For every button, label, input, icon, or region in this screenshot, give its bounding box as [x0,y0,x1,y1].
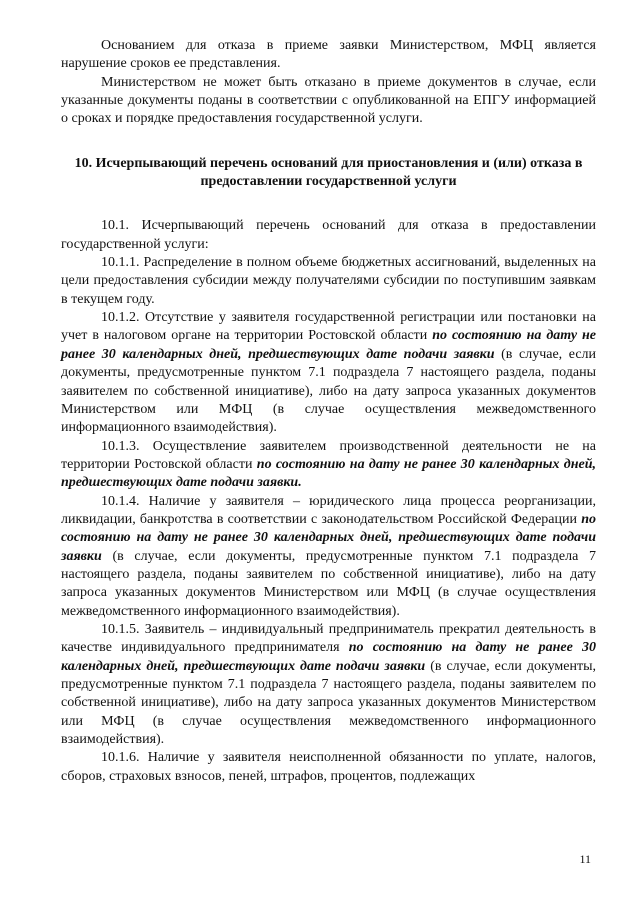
item-text: 10.1.5. Заявитель – индивидуальный предприниматель прекратил деятельность в качестве индивидуального предпринимателя [61,621,596,656]
item-10-1-4 [61,493,596,621]
item-text: (в случае, если документы, предусмотренные пунктом 7.1 подраздела 7 настоящего раздела, поданы заявителем по собственной инициативе), либо на дату запроса указанных документов Министерством или МФЦ (в случае осуществления межведомственного информационного взаимодействия). [61,658,596,748]
item-text: (в случае, если документы, предусмотренные пунктом 7.1 подраздела 7 настоящего раздела, поданы заявителем по собственной инициативе), либо на дату запроса указанных документов Министерством или МФЦ (в случае осуществления межведомственного информационного взаимодействия). [61,548,596,619]
item-10-1-2 [61,309,596,437]
item-text: 10.1.4. Наличие у заявителя – юридического лица процесса реорганизации, ликвидации, банкротства в соответствии с законодательством Российской Федерации [61,493,596,527]
page-number: 11 [579,852,591,866]
item-10-1-1: 10.1.1. Распределение в полном объеме бюджетных ассигнований, выделенных на цели предоставления субсидии между получателями субсидии по поступившим заявкам в текущем году. [61,255,596,307]
emphasis-text: по состоянию на дату не ранее 30 календарных дней, предшествующих дате подачи заявки [61,328,596,362]
emphasis-text: по состоянию на дату не ранее 30 календарных дней, предшествующих дате подачи заявки. [61,456,596,491]
section-heading: 10. Исчерпывающий перечень оснований для приостановления и (или) отказа в предоставлении государственной услуги [74,155,583,190]
item-10-1-6: 10.1.6. Наличие у заявителя неисполненной обязанности по уплате, налогов, сборов, страховых взносов, пеней, штрафов, процентов, подлежащих [61,750,596,784]
item-10-1-3 [61,438,596,493]
intro-paragraph-no-refusal: Министерством не может быть отказано в приеме документов в случае, если указанные документы поданы в соответствии с опубликованной на ЕПГУ информацией о сроках и порядке предоставления государственной услуги. [61,74,596,127]
item-text: 10.1.3. Осуществление заявителем производственной деятельности не на территории Ростовской области [61,438,596,472]
intro-paragraph-refusal-basis: Основанием для отказа в приеме заявки Министерством, МФЦ является нарушение сроков ее представления. [61,38,596,72]
emphasis-text: по состоянию на дату не ранее 30 календарных дней, предшествующих дате подачи заявки [61,640,596,674]
item-10-1-5 [61,621,596,749]
item-10-1: 10.1. Исчерпывающий перечень оснований для отказа в предоставлении государственной услуги: [61,218,596,252]
item-text: 10.1.2. Отсутствие у заявителя государственной регистрации или постановки на учет в налоговом органе на территории Ростовской области [61,310,596,344]
document-body [61,37,596,786]
emphasis-text: по состоянию на дату не ранее 30 календарных дней, предшествующих дате подачи заявки [61,511,596,564]
item-text: (в случае, если документы, предусмотренные пунктом 7.1 подраздела 7 настоящего раздела, поданы заявителем по собственной инициативе), либо на дату запроса указанных документов Министерством или МФЦ (в случае осуществления межведомственного информационного взаимодействия). [61,346,597,436]
